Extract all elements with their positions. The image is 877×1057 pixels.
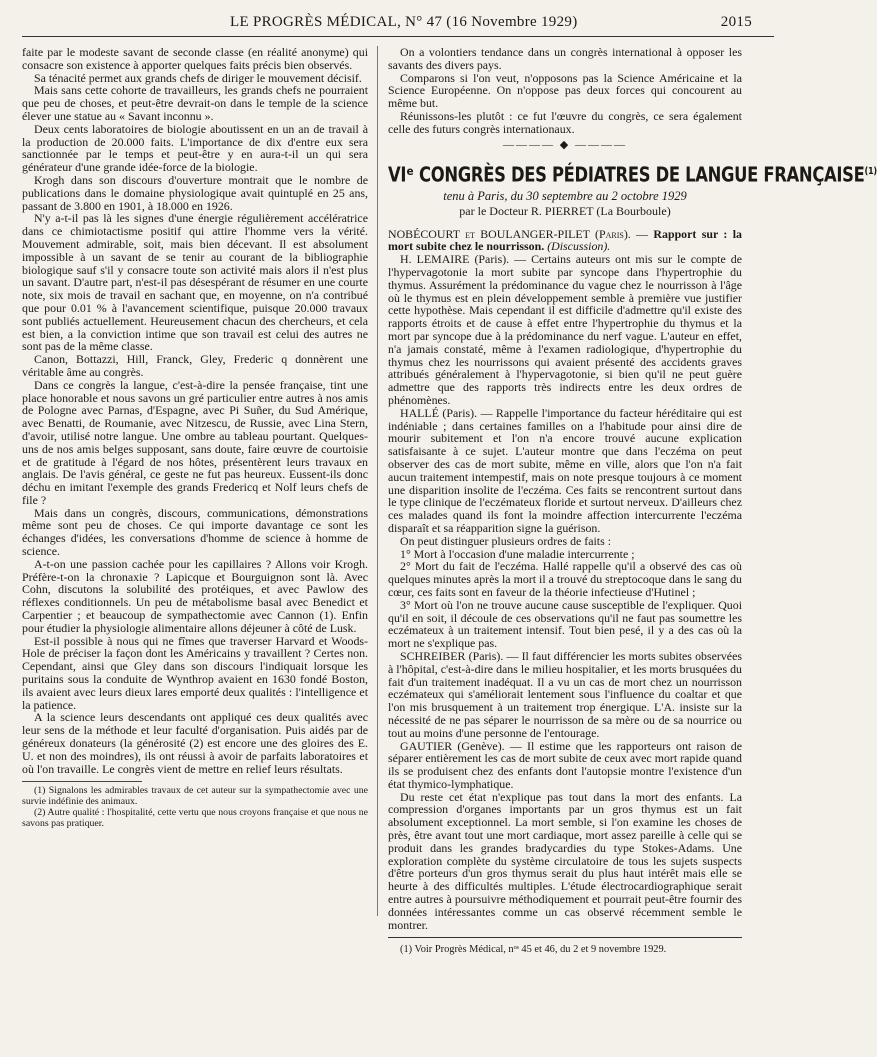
congress-subtitle: tenu à Paris, du 30 septembre au 2 octobre 1929 [443,189,687,204]
footnote-rule [388,937,742,938]
congress-title-text: VIᵉ CONGRÈS DES PÉDIATRES DE LANGUE FRANÇAISE [388,163,865,188]
paragraph-text: 2° Mort du fait de l'eczéma. Hallé rappelle qu'il a observé des cas où quelques minutes après la mort il a trouvé du streptocoque dans le sang du cœur, ces faits sont en faveur de la théorie infectieuse d'Hutinel ; [388,559,742,599]
paragraph-text: (Paris). — Certains auteurs ont mis sur le compte de l'hypervagotonie la mort subite par syncope dans l'hypertrophie du thymus. Assurément la prédominance du vague chez le nourrisson à l'âge où le thymus est en plein développement semble à première vue justifier cette hypothèse. Mais cependant il est difficile d'admettre qu'il existe des rapports étroits et de cause à effet entre l'hypertrophie du thymus et la mort par syncope due à la prédominance du nerf vague. L'auteur en effet, n'a jamais constaté, même à l'examen radiologique, d'hypertrophie du thymus chez les nourrissons qui avaient présenté des accidents graves attribués généralement à l'hypervagotonie, si bien qu'il ne peut guère admettre que des rapports très indirects entre les deux ordres de phénomènes. [388,252,742,407]
discussion-paragraph [388,791,742,932]
paragraph-text: Du reste cet état n'explique pas tout dans la mort des enfants. La compression d'organes importants par un gros thymus est un fait absolument exceptionnel. La mort semble, si l'on examine les choses de près, être avant tout une mort cardiaque, mort assez pareille à celle qui se produit dans les grandes bradycardies du type Stokes-Adams. Une exploration complète du système circulatoire de tous les sujets suspects d'être porteurs d'un gros thymus serait du plus haut intérêt mais elle se heurte à des difficultés multiples. L'étude électrocardiographique serait entre autres à poursuivre méthodiquement et pourrait peut-être fournir des données intéressantes comme un cas observé récemment semble le montrer. [388,789,742,932]
topic-title: Rapport sur : la mort subite chez le nourrisson. [388,226,742,254]
congress-byline: par le Docteur R. PIERRET (La Bourboule) [459,203,671,218]
paragraph: Mais dans un congrès, discours, communications, démonstrations même sont peu de choses. Ce qui importe davantage ce sont les échanges d'idées, les conversations d'homme de science à homme de science. [22,505,368,559]
topic-heading [388,228,742,254]
speaker-name: H. LEMAIRE [400,252,470,267]
speaker-name: GAUTIER [400,738,453,753]
footnote: (1) Voir Progrès Médical, nᵒˢ 45 et 46, du 2 et 9 novembre 1929. [400,944,667,956]
discussion-paragraphs [388,253,742,931]
paragraph-text: 1° Mort à l'occasion d'une maladie intercurrente ; [400,546,635,561]
paragraph: Comparons si l'on veut, n'opposons pas la Science Américaine et la Science Européenne. On n'oppose pas deux forces qui concourent au même but. [388,70,742,111]
congress-title-note: (1) [864,166,877,178]
right-column [388,45,877,957]
paragraph-text: 3° Mort où l'on ne trouve aucune cause susceptible de l'expliquer. Quoi qu'il en soit, il découle de ces observations qu'il ne faut pas soumettre les eczémateux à un traitement intensif. Tout bien pesé, il y a des cas où la mort ne s'explique pas. [388,597,742,651]
paragraph-text: (Paris). — Rappelle l'importance du facteur héréditaire qui est indéniable ; dans certaines familles on a l'habitude pour ainsi dire de mourir subitement et l'on n'a encore trouvé aucune explication satisfaisante à ce sujet. L'auteur montre que dans l'eczéma on peut observer des cas de mort subite, même en ville, alors que l'on n'a fait aucun traitement intempestif, mais on note presque toujours à ce moment une disparition insolite de l'eczéma. Ces faits se rencontrent surtout dans le type clinique de l'eczémateux floride et surtout nerveux. D'ailleurs chez ces malades quand ils font la moindre affection intercurrente l'eczéma disparaît et sa réapparition signe la guérison. [388,405,742,535]
speaker-name: SCHREIBER [400,648,466,663]
paragraph: Mais sans cette cohorte de travailleurs, les grands chefs ne pourraient que peu de choses, et peut-être devrait-on dans le temple de la science élever une statue au « Savant inconnu ». [22,83,368,123]
footnote: (2) Autre qualité : l'hospitalité, cette vertu que nous croyons française et que nous ne savons pas pratiquer. [22,807,368,830]
discussion-paragraph [388,650,742,740]
footnote: (1) Signalons les admirables travaux de cet auteur sur la sympathectomie avec une survie indéfinie des animaux. [22,785,368,808]
paragraph: Krogh dans son discours d'ouverture montrait que le nombre de publications dans le domaine physiologique avait quintuplé en 25 ans, passant de 3.800 en 1901, à 18.000 en 1926. [22,172,368,213]
discussion-paragraph [388,560,742,598]
discussion-paragraph [388,407,742,535]
discussion-paragraph [388,599,742,650]
speaker-name: HALLÉ [400,405,439,420]
paragraph: Dans ce congrès la langue, c'est-à-dire la pensée française, tint une place honorable et nous savons un gré particulier entre autres à nos amis de Pologne avec Parnas, d'Espagne, avec Pi Suñer, du Sud Amérique, avec Benatti, de Roumanie, avec Nitzescu, de Russie, avec Lina Stern, d'avoir, utilisé notre langue. Une ombre au tableau pourtant. Quelques-uns de nos amis belges supposant, sans doute, faire œuvre de courtoisie et de gratitude à l'égard de nos hôtes, présentèrent leurs travaux en anglais. De l'avis général, ce geste ne fut pas heureux. Eussent-ils donc déchu en imitant l'exemple des grands Fredericq et Nolf leurs chefs de file ? [22,377,368,507]
paragraph: Deux cents laboratoires de biologie aboutissent en un an de travail à la production de 20.000 faits. L'importance de dix d'entre eux sera sanctionnée par le temps et peut-être y en aura-t-il un qui sera générateur d'une grande idée-force de la biologie. [22,121,368,175]
paragraph: Réunissons-les plutôt : ce fut l'œuvre du congrès, ce sera également celle des futurs congrès internationaux. [388,108,742,136]
paragraph: Canon, Bottazzi, Hill, Franck, Gley, Frederic q donnèrent une véritable âme au congrès. [22,352,368,379]
journal-title: LE PROGRÈS MÉDICAL, N° 47 (16 Novembre 1929) [230,14,578,30]
header-rule [22,36,774,37]
section-ornament: ———— ◆ ———— [503,138,627,151]
page-header [0,14,800,36]
paragraph: N'y a-t-il pas là les signes d'une énergie régulièrement accélératrice dans ce chimiotactisme positif qui attire l'homme vers la vérité. Mouvement admirable, soit, mais bien décevant. Il est absolument impossible à un savant de se tenir au courant de la bibliographie biologique sauf s'il y consacre toute son activité mais alors il n'est plus un savant. D'autre part, n'est-il pas désespérant de résumer en une courte note, six mois de travail en sachant que, en moyenne, on n'a contribué que pour 0.01 % à l'avancement scientifique, puisque 20.000 travaux sont publiés actuellement. Heureusement chacun des chercheurs, et cela est bien, a la conviction intime que son travail est celui des autres ne sont pas de la même classe. [22,211,368,354]
paragraph-text: (Paris). — Il faut différencier les morts subites observées à l'hôpital, c'est-à-dire dans le milieu hospitalier, et les morts brusquées du fait d'un traitement inadéquat. Il a vu un cas de mort chez un nourrisson eczémateux qui s'améliorait lentement sous l'influence du coaltar et que l'on mis brusquement à un traitement trop énergique. L'A. insiste sur la nécessité de ne pas séparer le nourrisson de sa mère ou de sa nourrice ou tout au moins d'une personne de l'entourage. [388,648,742,740]
paragraph: A-t-on une passion cachée pour les capillaires ? Allons voir Krogh. Préfère-t-on la chronaxie ? Lapicque et Bourguignon sont là. Avec Cohn, discutons la solubilité des protéiques, et avec Pawlow des réflexes conditionnels. Un peu de métabolisme basal avec Benedict et Carpentier ; et beaucoup de sympathectomie avec Cannon (1). Enfin pour étudier la physiologie alimentaire allons déjeuner à côté de Lusk. [22,556,368,635]
paragraph-text: On peut distinguer plusieurs ordres de faits : [400,533,612,548]
discussion-paragraph [388,740,742,791]
paragraph: Sa ténacité permet aux grands chefs de diriger le mouvement décisif. [34,70,362,85]
paragraph: A la science leurs descendants ont appliqué ces deux qualités avec leur sens de la méthode et leur faculté d'organisation. Puis aidés par de généreux donateurs (la générosité (2) est encore une des gloires des E. U. et non des moindres), ils ont réussi à avoir de parfaits laboratoires et où l'on travaille. Le congrès vient de mettre en relief leurs résultats. [22,710,368,776]
column-divider [377,46,378,916]
paragraph: faite par le modeste savant de seconde classe (en réalité anonyme) qui consacre son existence à apporter quelques faits précis bien observés. [22,45,368,72]
discussion-paragraph [388,253,742,407]
page-number: 2015 [720,14,752,30]
left-column [22,46,368,829]
congress-title [388,161,877,188]
paragraph-text: (Genève). — Il estime que les rapporteurs ont raison de séparer entièrement les cas de mort subite de ceux avec mort rapide quand ils se produisent chez des enfants dont l'autopsie montre l'existence d'un état thymico-lymphatique. [388,738,742,791]
topic-authors: NOBÉCOURT et BOULANGER-PILET (Paris). — [388,226,649,241]
paragraph: Est-il possible à nous qui ne fîmes que traverser Harvard et Woods-Hole de préciser la façon dont les Américains y travaillent ? Certes non. Cependant, ainsi que Gley dans son discours l'indiquait lorsque les puritains sous la conduite de Wynthrop avaient en 1630 fondé Boston, ils avaient avec leurs dieux lares emporté deux qualités : l'intelligence et la patience. [22,633,368,712]
footnote-rule [22,781,142,782]
paragraph: On a volontiers tendance dans un congrès international à opposer les savants des divers pays. [388,45,742,72]
topic-discussion: (Discussion). [547,239,611,254]
